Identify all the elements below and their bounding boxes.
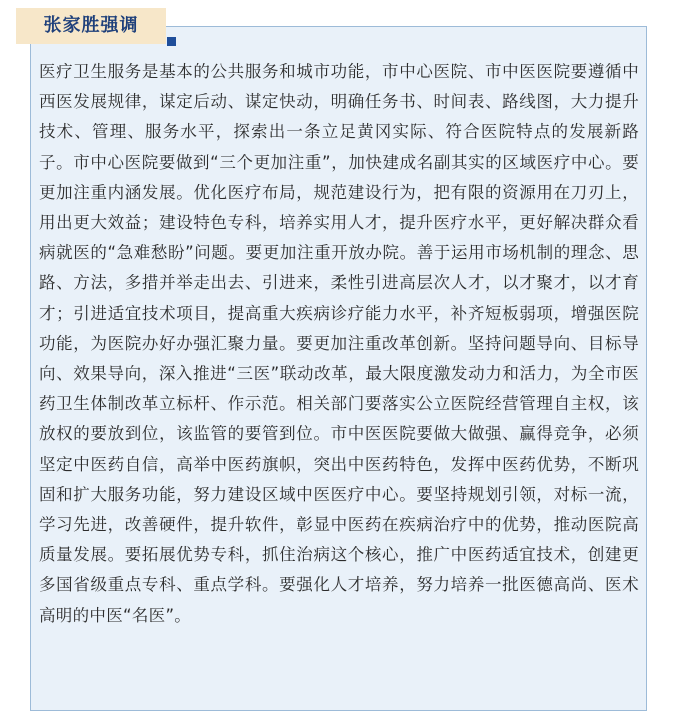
article-body: 医疗卫生服务是基本的公共服务和城市功能，市中心医院、市中医医院要遵循中西医发展规律，谋定后动、谋定快动，明确任务书、时间表、路线图，大力提升技术、管理、服务水平，探索出一条立足黄冈实际、符合医院特点的发展新路子。市中心医院要做到“三个更加注重”，加快建成名副其实的区域医疗中心。要更加注重内涵发展。优化医疗布局，规范建设行为，把有限的资源用在刀刃上，用出更大效益；建设特色专科，培养实用人才，提升医疗水平，更好解决群众看病就医的“急难愁盼”问题。要更加注重开放办院。善于运用市场机制的理念、思路、方法，多措并举走出去、引进来，柔性引进高层次人才，以才聚才，以才育才；引进适宜技术项目，提高重大疾病诊疗能力水平，补齐短板弱项，增强医院功能，为医院办好办强汇聚力量。要更加注重改革创新。坚持问题导向、目标导向、效果导向，深入推进“三医”联动改革，最大限度激发动力和活力，为全市医药卫生体制改革立标杆、作示范。相关部门要落实公立医院经营管理自主权，该放权的要放到位，该监管的要管到位。市中医医院要做大做强、赢得竞争，必须坚定中医药自信，高举中医药旗帜，突出中医药特色，发挥中医药优势，不断巩固和扩大服务功能，努力建设区域中医医疗中心。要坚持规划引领，对标一流，学习先进，改善硬件，提升软件，彰显中医药在疾病治疗中的优势，推动医院高质量发展。要拓展优势专科，抓住治病这个核心，推广中医药适宜技术，创建更多国省级重点专科、重点学科。要强化人才培养，努力培养一批医德高尚、医术高明的中医“名医”。 <box>39 62 639 625</box>
title-tab <box>16 8 166 44</box>
accent-square-icon <box>167 37 176 46</box>
section-title: 张家胜强调 <box>43 15 139 36</box>
